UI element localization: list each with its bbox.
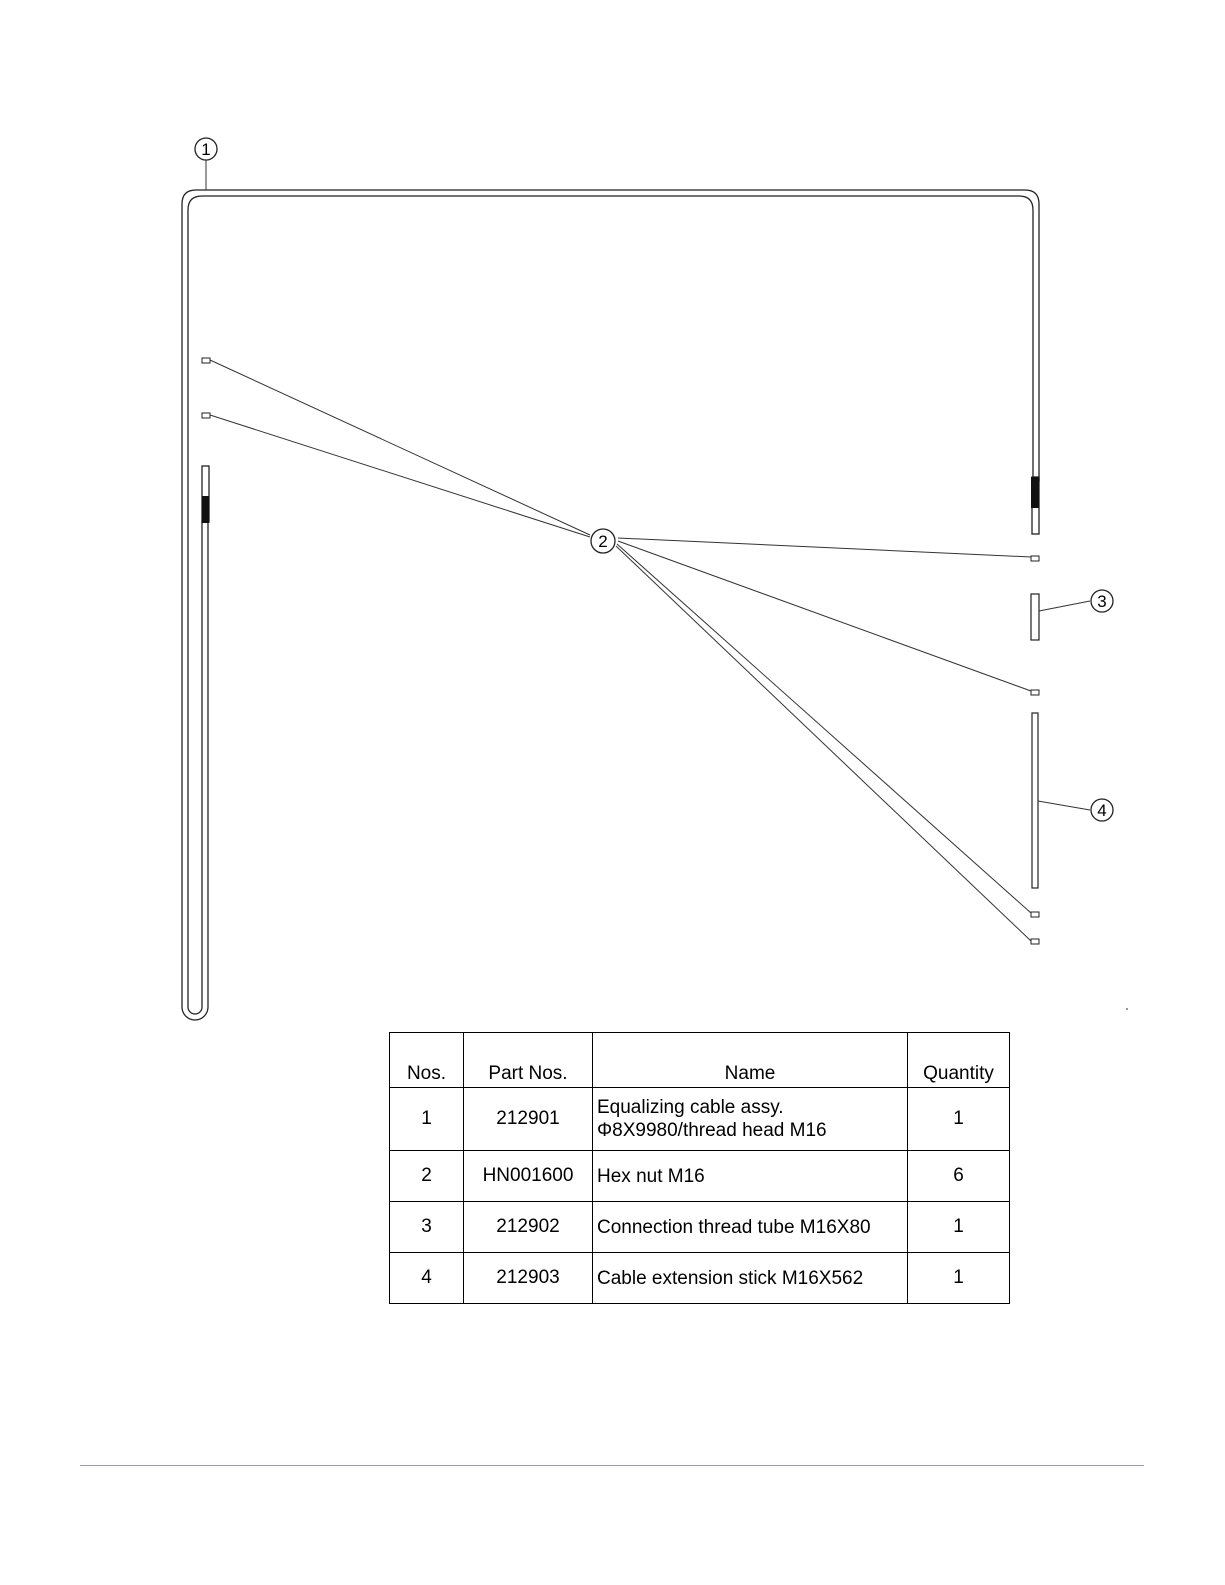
table-row [390, 1202, 1010, 1253]
table-header-row [390, 1033, 1010, 1088]
leader-4 [1038, 801, 1090, 810]
callout-label-2: 2 [598, 532, 608, 551]
cell-name: Cable extension stick M16X562 [593, 1253, 908, 1304]
cable-extension-stick [1032, 713, 1038, 888]
leader-2b [210, 415, 590, 537]
cell-no: 3 [390, 1202, 464, 1253]
hex-nut-right-4 [1031, 939, 1039, 944]
cell-name-line-2: Φ8X9980/thread head M16 [597, 1120, 827, 1141]
cell-name-line-1: Equalizing cable assy. [597, 1097, 784, 1118]
cell-part: 212901 [464, 1088, 593, 1151]
hex-nut-left-bottom [202, 413, 210, 418]
cell-part: 212903 [464, 1253, 593, 1304]
connection-thread-tube [1031, 594, 1039, 640]
cell-qty: 6 [908, 1151, 1010, 1202]
leader-2d [618, 541, 1031, 691]
leader-2f [616, 546, 1031, 941]
header-part-nos: Part Nos. [464, 1033, 593, 1088]
hex-nut-right-3 [1031, 912, 1039, 917]
callout-label-3: 3 [1097, 592, 1107, 611]
table-row [390, 1151, 1010, 1202]
cell-qty: 1 [908, 1088, 1010, 1151]
cell-part: 212902 [464, 1202, 593, 1253]
header-name: Name [593, 1033, 908, 1088]
leader-2c [618, 538, 1031, 557]
cell-part: HN001600 [464, 1151, 593, 1202]
cable-u-turn-inner [188, 521, 202, 1014]
cell-no: 4 [390, 1253, 464, 1304]
cell-qty: 1 [908, 1253, 1010, 1304]
cell-no: 1 [390, 1088, 464, 1151]
hex-nut-left-top [202, 358, 210, 363]
leader-2a [210, 360, 590, 535]
equalizing-cable-inner [188, 196, 1033, 1007]
cell-qty: 1 [908, 1202, 1010, 1253]
cell-name: Hex nut M16 [593, 1151, 908, 1202]
header-quantity: Quantity [908, 1033, 1010, 1088]
cable-u-turn [182, 521, 208, 1020]
table-row [390, 1088, 1010, 1151]
callout-label-4: 4 [1097, 801, 1107, 820]
footer-divider [80, 1465, 1144, 1466]
cell-no: 2 [390, 1151, 464, 1202]
cell-name [593, 1088, 908, 1151]
stray-mark [1126, 1008, 1128, 1010]
equalizing-cable-outer [182, 190, 1039, 1007]
header-nos: Nos. [390, 1033, 464, 1088]
leader-3 [1039, 601, 1090, 611]
right-crimp-sleeve [1031, 477, 1039, 508]
cell-name: Connection thread tube M16X80 [593, 1202, 908, 1253]
hex-nut-right-1 [1031, 556, 1039, 561]
table-row [390, 1253, 1010, 1304]
left-crimp-sleeve [202, 496, 209, 523]
leader-2e [617, 544, 1031, 913]
hex-nut-right-2 [1031, 690, 1039, 695]
callout-label-1: 1 [201, 140, 211, 159]
parts-table [389, 1032, 1010, 1304]
